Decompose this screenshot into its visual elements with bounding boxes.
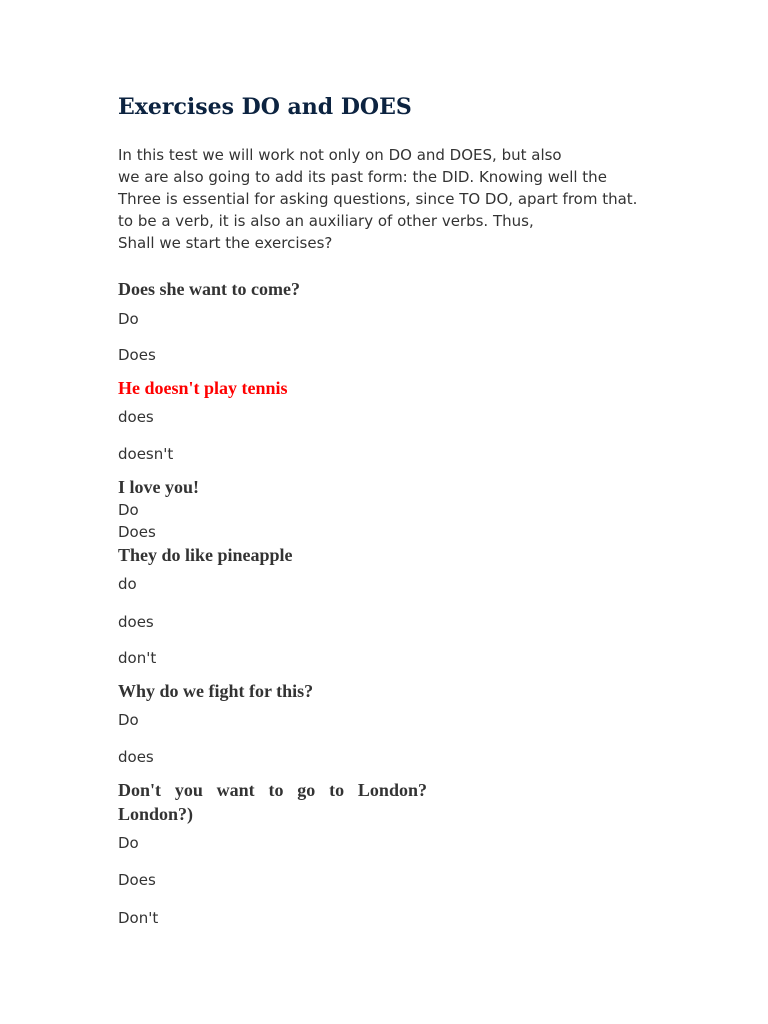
answer-option[interactable]: does xyxy=(118,408,154,426)
question-word: to xyxy=(268,780,284,800)
answer-option[interactable]: do xyxy=(118,575,137,593)
answer-option[interactable]: Do xyxy=(118,310,139,328)
question-text: I love you! xyxy=(118,477,199,497)
answer-option[interactable]: Do xyxy=(118,711,139,729)
answer-option[interactable]: Do xyxy=(118,501,139,519)
answer-option[interactable]: Does xyxy=(118,871,156,889)
question-word: want xyxy=(216,780,255,800)
question-text: They do like pineapple xyxy=(118,545,293,565)
answer-option[interactable]: don't xyxy=(118,649,157,667)
answer-option[interactable]: Do xyxy=(118,834,139,852)
answer-option[interactable]: Does xyxy=(118,523,156,541)
question-word: to xyxy=(329,780,345,800)
question-text xyxy=(118,779,427,801)
question-text: Why do we fight for this? xyxy=(118,681,314,701)
answer-option[interactable]: does xyxy=(118,613,154,631)
intro-line: we are also going to add its past form: the DID. Knowing well the xyxy=(118,168,607,186)
question-word: go xyxy=(297,780,316,800)
answer-option[interactable]: doesn't xyxy=(118,445,174,463)
question-word: London? xyxy=(357,780,427,800)
question-text: Does she want to come? xyxy=(118,279,300,299)
intro-line: In this test we will work not only on DO and DOES, but also xyxy=(118,146,562,164)
question-text-continuation: London?) xyxy=(118,804,194,824)
intro-line: Three is essential for asking questions, since TO DO, apart from that. xyxy=(118,190,638,208)
question-word: you xyxy=(174,780,203,800)
answer-option[interactable]: Does xyxy=(118,346,156,364)
question-word: Don't xyxy=(118,780,162,800)
intro-line: Shall we start the exercises? xyxy=(118,234,333,252)
page-title: Exercises DO and DOES xyxy=(118,94,412,120)
question-text-highlighted: He doesn't play tennis xyxy=(118,378,288,398)
answer-option[interactable]: Don't xyxy=(118,909,159,927)
document-page xyxy=(118,0,678,1024)
answer-option[interactable]: does xyxy=(118,748,154,766)
intro-line: to be a verb, it is also an auxiliary of other verbs. Thus, xyxy=(118,212,534,230)
